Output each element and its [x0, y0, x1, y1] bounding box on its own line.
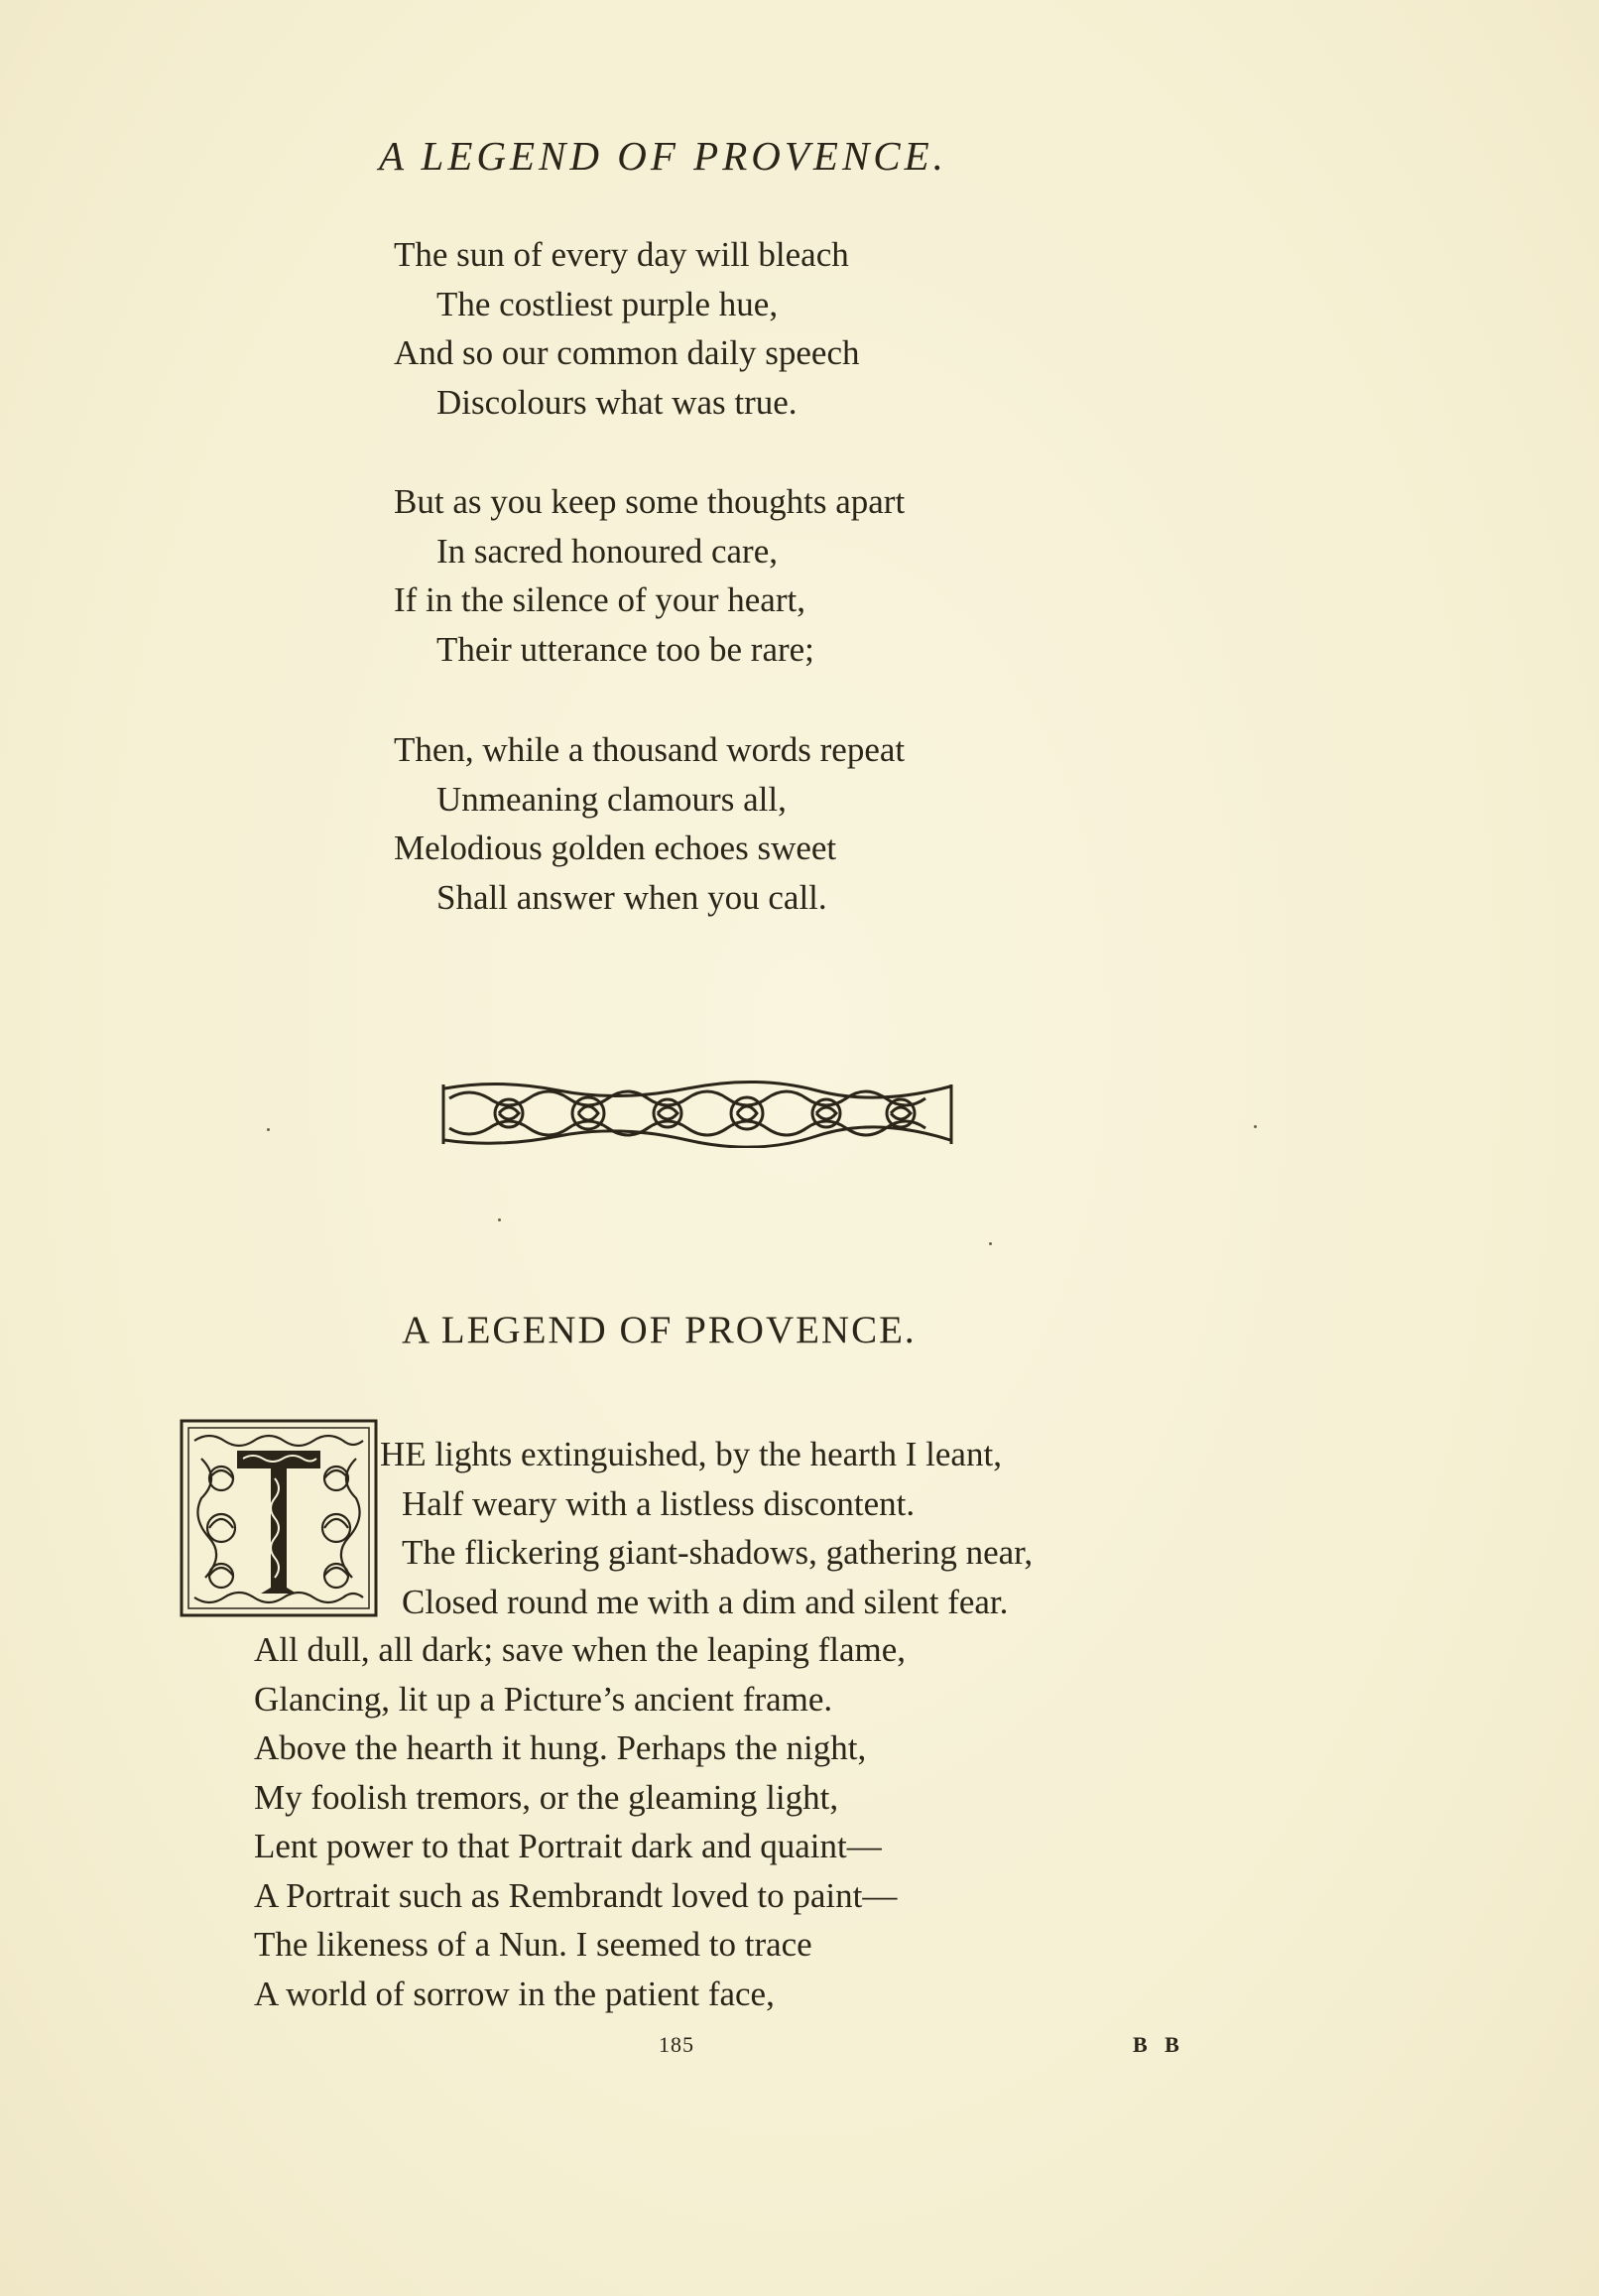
stanza-1	[394, 230, 860, 427]
verse-line: And so our common daily speech	[394, 333, 860, 372]
paper-speck	[989, 1242, 992, 1245]
stanza-3	[394, 725, 905, 922]
verse-line: Glancing, lit up a Picture’s ancient frame.	[254, 1679, 833, 1719]
verse-line: In sacred honoured care,	[436, 531, 778, 571]
floral-tailpiece-icon	[439, 1079, 955, 1148]
verse-line: A Portrait such as Rembrandt loved to paint—	[254, 1875, 898, 1915]
page-number: 185	[659, 2032, 694, 2057]
verse-line: Half weary with a listless discontent.	[402, 1483, 916, 1523]
verse-line: Above the hearth it hung. Perhaps the night,	[254, 1728, 867, 1767]
section-title: A LEGEND OF PROVENCE.	[402, 1309, 917, 1351]
verse-line: Melodious golden echoes sweet	[394, 829, 837, 867]
verse-line: The sun of every day will bleach	[394, 235, 849, 274]
running-head: A LEGEND OF PROVENCE.	[379, 133, 947, 179]
verse-line: Unmeaning clamours all,	[436, 779, 787, 819]
verse-line: But as you keep some thoughts apart	[394, 482, 906, 521]
stanza-2	[394, 477, 905, 674]
verse-line: The flickering giant-shadows, gathering near,	[402, 1533, 1034, 1572]
verse-line: If in the silence of your heart,	[394, 580, 805, 619]
verse-line: The costliest purple hue,	[436, 284, 779, 323]
verse-line: All dull, all dark; save when the leaping flame,	[254, 1630, 907, 1669]
poem-body	[254, 1625, 906, 2018]
poem-opening	[380, 1430, 1033, 1626]
verse-line: Shall answer when you call.	[436, 877, 827, 917]
verse-line: Closed round me with a dim and silent fear.	[402, 1582, 1009, 1621]
signature-mark: B B	[1133, 2032, 1185, 2057]
verse-line: Lent power to that Portrait dark and quaint—	[254, 1827, 882, 1865]
verse-line: HE lights extinguished, by the hearth I leant,	[380, 1435, 1002, 1473]
verse-line: The likeness of a Nun. I seemed to trace	[254, 1925, 812, 1964]
ornamental-initial-t-icon	[180, 1419, 378, 1617]
verse-line: Their utterance too be rare;	[436, 629, 814, 669]
verse-line: Then, while a thousand words repeat	[394, 730, 906, 769]
verse-line: Discolours what was true.	[436, 382, 798, 422]
paper-speck	[1254, 1125, 1257, 1128]
paper-speck	[267, 1128, 270, 1131]
verse-line: My foolish tremors, or the gleaming light,	[254, 1777, 839, 1817]
paper-speck	[498, 1218, 501, 1221]
verse-line: A world of sorrow in the patient face,	[254, 1974, 775, 2013]
